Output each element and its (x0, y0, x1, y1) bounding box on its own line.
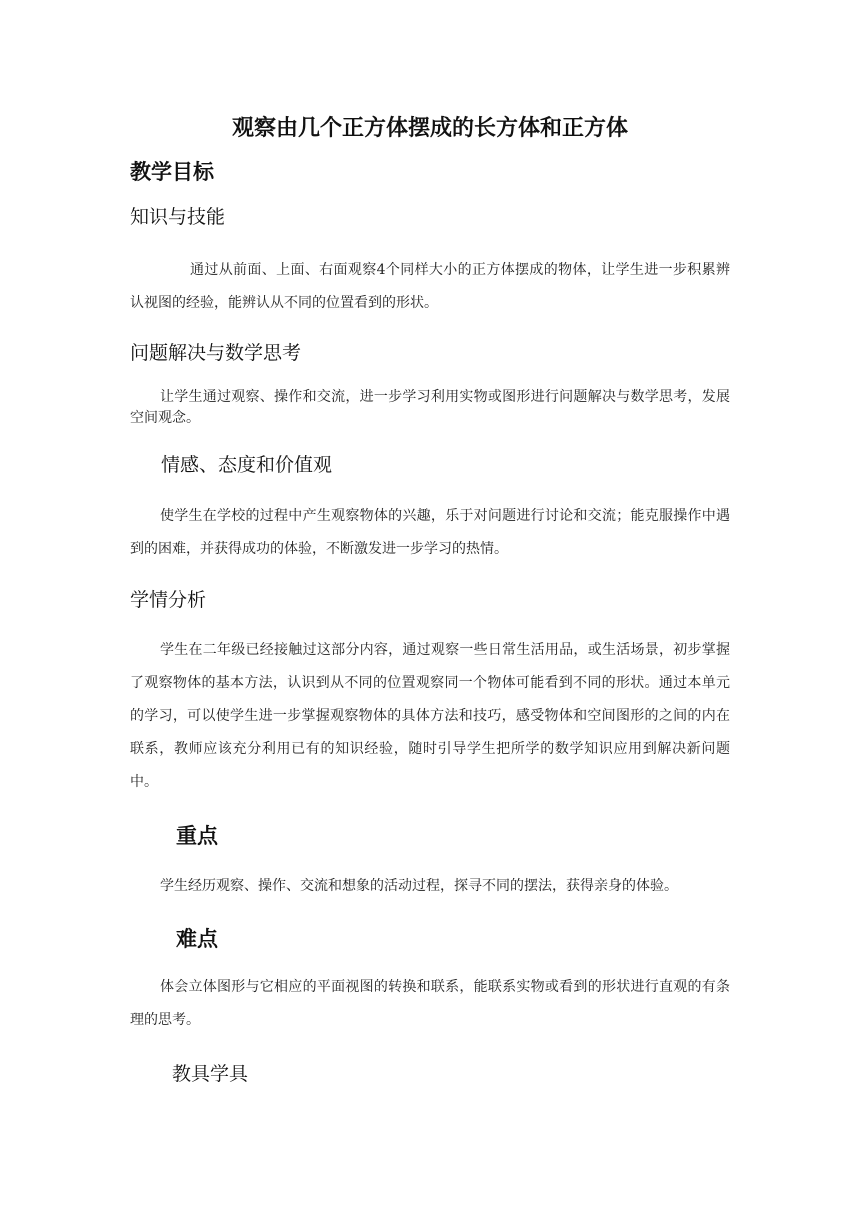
paragraph-learning-analysis: 学生在二年级已经接触过这部分内容，通过观察一些日常生活用品，或生活场景，初步掌握了观察物体的基本方法，认识到从不同的位置观察同一个物体可能看到不同的形状。通过本单元的学习，可以使学生进一步掌握观察物体的具体方法和技巧，感受物体和空间图形的之间的内在联系，教师应该充分利用已有的知识经验，随时引导学生把所学的数学知识应用到解决新问题中。 (130, 642, 730, 790)
heading-teaching-tools: 教具学具 (172, 1063, 249, 1085)
heading-knowledge-skills: 知识与技能 (130, 206, 226, 228)
heading-difficulty: 难点 (176, 926, 218, 951)
document-title: 观察由几个正方体摆成的长方体和正方体 (231, 115, 628, 141)
heading-key-point: 重点 (176, 823, 218, 848)
heading-emotion-attitude-values: 情感、态度和价值观 (161, 454, 333, 476)
paragraph-knowledge-skills: 通过从前面、上面、右面观察4个同样大小的正方体摆成的物体，让学生进一步积累辨认视图的经验，能辨认从不同的位置看到的形状。 (130, 262, 730, 311)
paragraph-difficulty: 体会立体图形与它相应的平面视图的转换和联系，能联系实物或看到的形状进行直观的有条理的思考。 (130, 979, 730, 1028)
heading-teaching-goals: 教学目标 (130, 159, 214, 184)
heading-problem-solving: 问题解决与数学思考 (130, 342, 302, 364)
paragraph-emotion-attitude-values: 使学生在学校的过程中产生观察物体的兴趣，乐于对问题进行讨论和交流；能克服操作中遇到的困难，并获得成功的体验，不断激发进一步学习的热情。 (130, 508, 730, 557)
paragraph-problem-solving: 让学生通过观察、操作和交流，进一步学习利用实物或图形进行问题解决与数学思考，发展空间观念。 (130, 389, 730, 426)
heading-learning-analysis: 学情分析 (130, 589, 207, 611)
paragraph-key-point: 学生经历观察、操作、交流和想象的活动过程，探寻不同的摆法，获得亲身的体验。 (160, 878, 678, 894)
